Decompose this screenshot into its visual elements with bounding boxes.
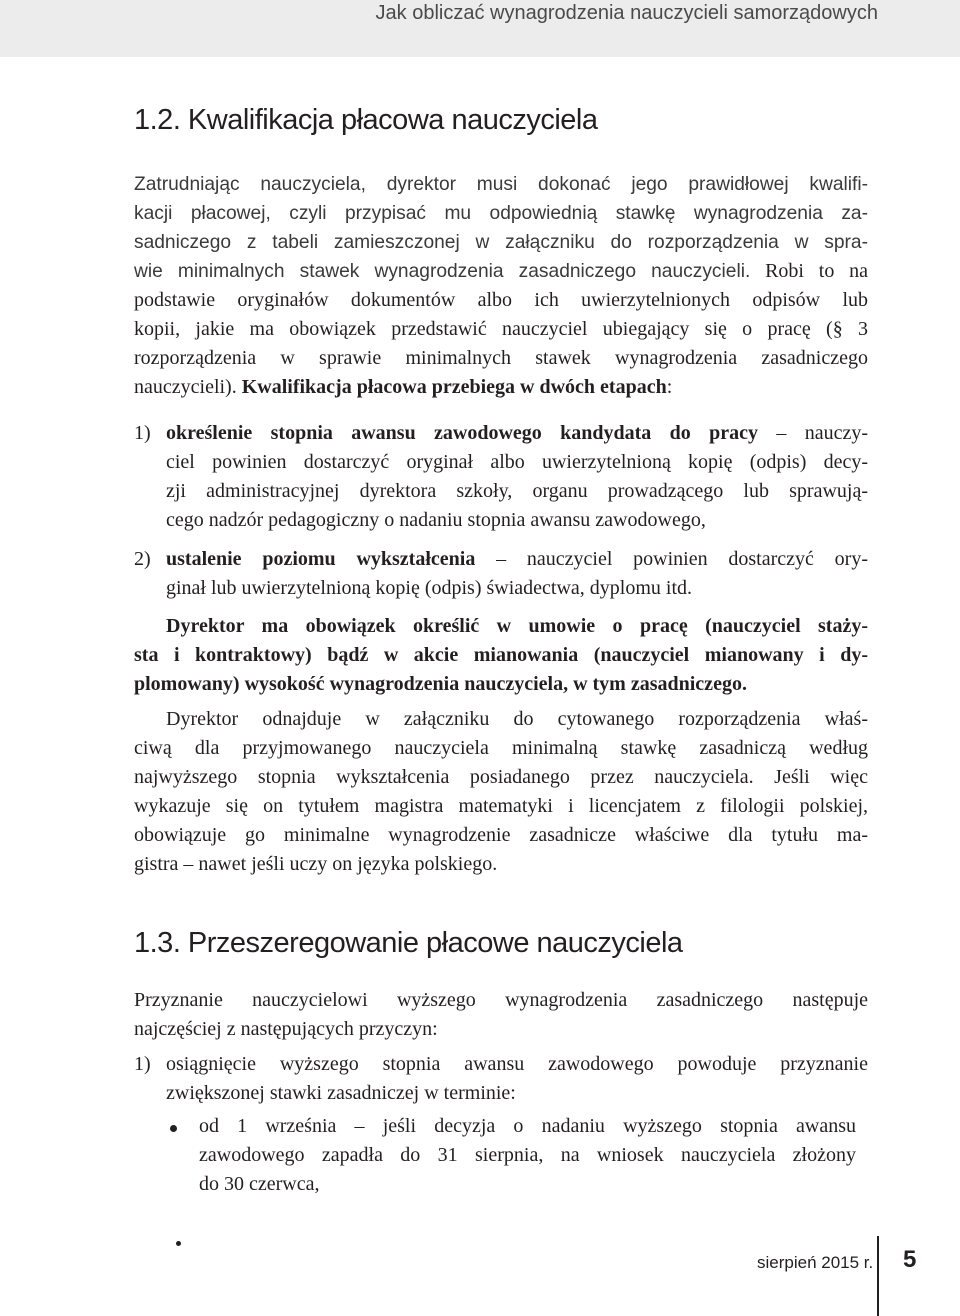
- bullet-marker: [170, 1125, 177, 1132]
- body-line: najwyższego stopnia wykształcenia posiadanego przez nauczyciela. Jeśli więc: [134, 766, 868, 788]
- intro-paragraph: [134, 170, 868, 402]
- stages-prefix: nauczycieli).: [134, 376, 237, 398]
- body-line: kopii, jakie ma obowiązek przedstawić nauczyciel ubiegający się o pracę (§ 3: [134, 318, 868, 340]
- bullet-line: do 30 czerwca,: [199, 1173, 320, 1195]
- body-line: podstawie oryginałów dokumentów albo ich uwierzytelnionych odpisów lub: [134, 289, 868, 311]
- bold-line: plomowany) wysokość wynagrodzenia nauczyciela, w tym zasadniczego.: [134, 673, 747, 695]
- list-number: 1): [134, 1053, 151, 1075]
- list-line: cego nadzór pedagogiczny o nadaniu stopnia awansu zawodowego,: [166, 509, 706, 531]
- list-item-2: [134, 545, 868, 603]
- intro-line: kacji płacowej, czyli przypisać mu odpowiednią stawkę wynagrodzenia za-: [134, 203, 868, 224]
- section-heading-1-3: 1.3. Przeszeregowanie płacowe nauczyciela: [134, 927, 683, 959]
- bold-line: Dyrektor ma obowiązek określić w umowie o pracę (nauczyciel staży-: [166, 615, 868, 637]
- list-line: ciel powinien dostarczyć oryginał albo uwierzytelnioną kopię (odpis) decy-: [166, 451, 868, 473]
- bold-line: sta i kontraktowy) bądź w akcie mianowania (nauczyciel mianowany i dy-: [134, 644, 868, 666]
- intro-line-mixed: [134, 257, 868, 286]
- list-line: [134, 419, 868, 448]
- list-item-rest: – nauczy-: [758, 422, 868, 444]
- section-heading-1-2: 1.2. Kwalifikacja płacowa nauczyciela: [134, 104, 598, 136]
- list-line: ginał lub uwierzytelnioną kopię (odpis) świadectwa, dyplomu itd.: [166, 577, 692, 599]
- list-item-bold: określenie stopnia awansu zawodowego kandydata do pracy: [166, 422, 758, 444]
- bullet-item: [199, 1112, 856, 1199]
- intro-paragraph-1-3: [134, 986, 868, 1044]
- list-number: 2): [134, 548, 151, 570]
- paragraph-2: [134, 705, 868, 879]
- footer-date: sierpień 2015 r.: [757, 1253, 874, 1272]
- bullet-line: zawodowego zapadła do 31 sierpnia, na wniosek nauczyciela złożony: [199, 1144, 856, 1166]
- body-line: wykazuje się on tytułem magistra matematyki i licencjatem z filologii polskiej,: [134, 795, 868, 817]
- list-line: [134, 545, 868, 574]
- running-title: Jak obliczać wynagrodzenia nauczycieli samorządowych: [375, 2, 878, 24]
- footer-divider: [877, 1236, 879, 1316]
- footer-bullet-marker: [176, 1241, 181, 1246]
- list-item-1: [134, 419, 868, 535]
- body-line: gistra – nawet jeśli uczy on języka polskiego.: [134, 853, 498, 875]
- intro-continuation: Robi to na: [750, 260, 868, 282]
- list-item-1-3: [134, 1050, 868, 1108]
- list-line: zwiększonej stawki zasadniczej w terminie:: [166, 1082, 516, 1104]
- body-line: rozporządzenia w sprawie minimalnych stawek wynagrodzenia zasadniczego: [134, 347, 868, 369]
- body-line: Przyznanie nauczycielowi wyższego wynagrodzenia zasadniczego następuje: [134, 989, 868, 1011]
- body-line: Dyrektor odnajduje w załączniku do cytowanego rozporządzenia właś-: [166, 708, 868, 730]
- running-header-band: [0, 0, 960, 57]
- body-line: najczęściej z następujących przyczyn:: [134, 1018, 438, 1040]
- body-line: obowiązuje go minimalne wynagrodzenie zasadnicze właściwe dla tytułu ma-: [134, 824, 868, 846]
- list-number: 1): [134, 422, 151, 444]
- list-line: osiągnięcie wyższego stopnia awansu zawodowego powoduje przyznanie: [166, 1053, 868, 1075]
- body-line: ciwą dla przyjmowanego nauczyciela minimalną stawkę zasadniczą według: [134, 737, 868, 759]
- bold-paragraph: [134, 612, 868, 699]
- bullet-line: od 1 września – jeśli decyzja o nadaniu wyższego stopnia awansu: [199, 1115, 856, 1137]
- list-item-bold: ustalenie poziomu wykształcenia: [166, 548, 476, 570]
- stages-colon: :: [666, 376, 673, 398]
- intro-line-sans-part: wie minimalnych stawek wynagrodzenia zasadniczego nauczycieli.: [134, 261, 751, 282]
- page-number: 5: [903, 1246, 917, 1273]
- list-line: zji administracyjnej dyrektora szkoły, organu prowadzącego lub sprawują-: [166, 480, 868, 502]
- intro-line: Zatrudniając nauczyciela, dyrektor musi dokonać jego prawidłowej kwalifi-: [134, 174, 868, 195]
- list-item-rest: – nauczyciel powinien dostarczyć ory-: [475, 548, 868, 570]
- intro-line: sadniczego z tabeli zamieszczonej w załączniku do rozporządzenia w spra-: [134, 232, 868, 253]
- stages-line: [134, 373, 868, 402]
- stages-bold: Kwalifikacja płacowa przebiega w dwóch etapach: [241, 376, 667, 398]
